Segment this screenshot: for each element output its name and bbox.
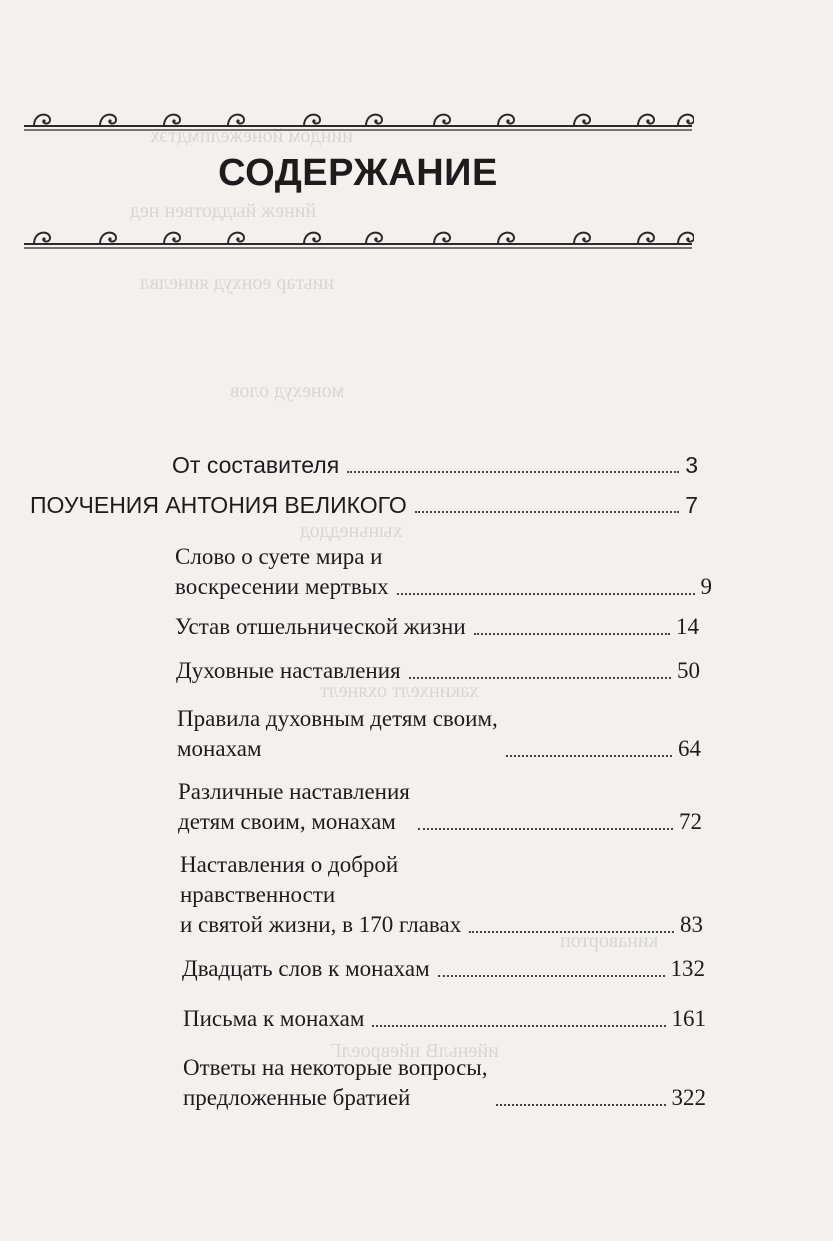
- toc-entry[interactable]: [177, 704, 701, 764]
- toc-entry-page: 132: [670, 956, 705, 981]
- toc-entry[interactable]: [178, 777, 702, 837]
- toc-entry-page: 9: [700, 574, 712, 599]
- toc-entry-title: ПОУЧЕНИЯ АНТОНИЯ ВЕЛИКОГО: [30, 492, 407, 518]
- toc-entry[interactable]: [183, 1053, 706, 1113]
- toc-entry-from-compiler[interactable]: [172, 450, 698, 480]
- toc-leader-dots: [506, 755, 672, 757]
- toc-leader-dots: [347, 471, 679, 473]
- toc-entry-page: 64: [678, 736, 701, 761]
- toc-leader-dots: [469, 931, 674, 933]
- toc-entry[interactable]: [175, 612, 699, 642]
- toc-entry[interactable]: [176, 656, 700, 686]
- toc-entry-page: 50: [677, 658, 700, 683]
- scroll-ornament-icon: [22, 104, 694, 134]
- toc-leader-dots: [496, 1104, 666, 1106]
- toc-entry-title: От составителя: [172, 452, 340, 478]
- scroll-ornament-icon: [22, 222, 694, 252]
- toc-entry-title: Различные наставления детям своим, монахам: [178, 779, 410, 834]
- toc-entry-page: 322: [671, 1085, 706, 1110]
- toc-leader-dots: [397, 593, 695, 595]
- toc-leader-dots: [418, 828, 673, 830]
- toc-entry-page: 3: [685, 452, 698, 478]
- toc-entry-title: Ответы на некоторые вопросы, предложенные братией: [183, 1055, 488, 1110]
- top-ornament: [22, 104, 694, 134]
- toc-entry-page: 7: [685, 492, 698, 518]
- toc-leader-dots: [415, 511, 679, 513]
- toc-entry-page: 14: [676, 614, 699, 639]
- toc-entry[interactable]: [175, 542, 712, 602]
- toc-entry-title: Духовные наставления: [176, 658, 401, 683]
- toc-entry-page: 161: [671, 1006, 706, 1031]
- toc-entry-page: 83: [680, 912, 703, 937]
- toc-leader-dots: [409, 677, 671, 679]
- bottom-ornament: [22, 222, 694, 252]
- toc-entry-title: Правила духовным детям своим, монахам: [177, 706, 498, 761]
- toc-leader-dots: [372, 1025, 665, 1027]
- toc-entry[interactable]: [182, 954, 705, 984]
- toc-entry-title: Устав отшельнической жизни: [175, 614, 466, 639]
- toc-entry-title: Наставления о доброй нравственности и святой жизни, в 170 главах: [180, 852, 462, 937]
- toc-leader-dots: [474, 633, 670, 635]
- toc-entry-part-antony[interactable]: [30, 490, 698, 520]
- toc-entry[interactable]: [183, 1004, 706, 1034]
- toc-leader-dots: [438, 975, 665, 977]
- toc-entry-title: Двадцать слов к монахам: [182, 956, 430, 981]
- page-title: СОДЕРЖАНИЕ: [218, 152, 498, 194]
- toc-entry-title: Слово о суете мира и воскресении мертвых: [175, 544, 389, 599]
- toc-entry-page: 72: [679, 809, 702, 834]
- toc-entry[interactable]: [180, 850, 703, 940]
- toc-entry-title: Письма к монахам: [183, 1006, 365, 1031]
